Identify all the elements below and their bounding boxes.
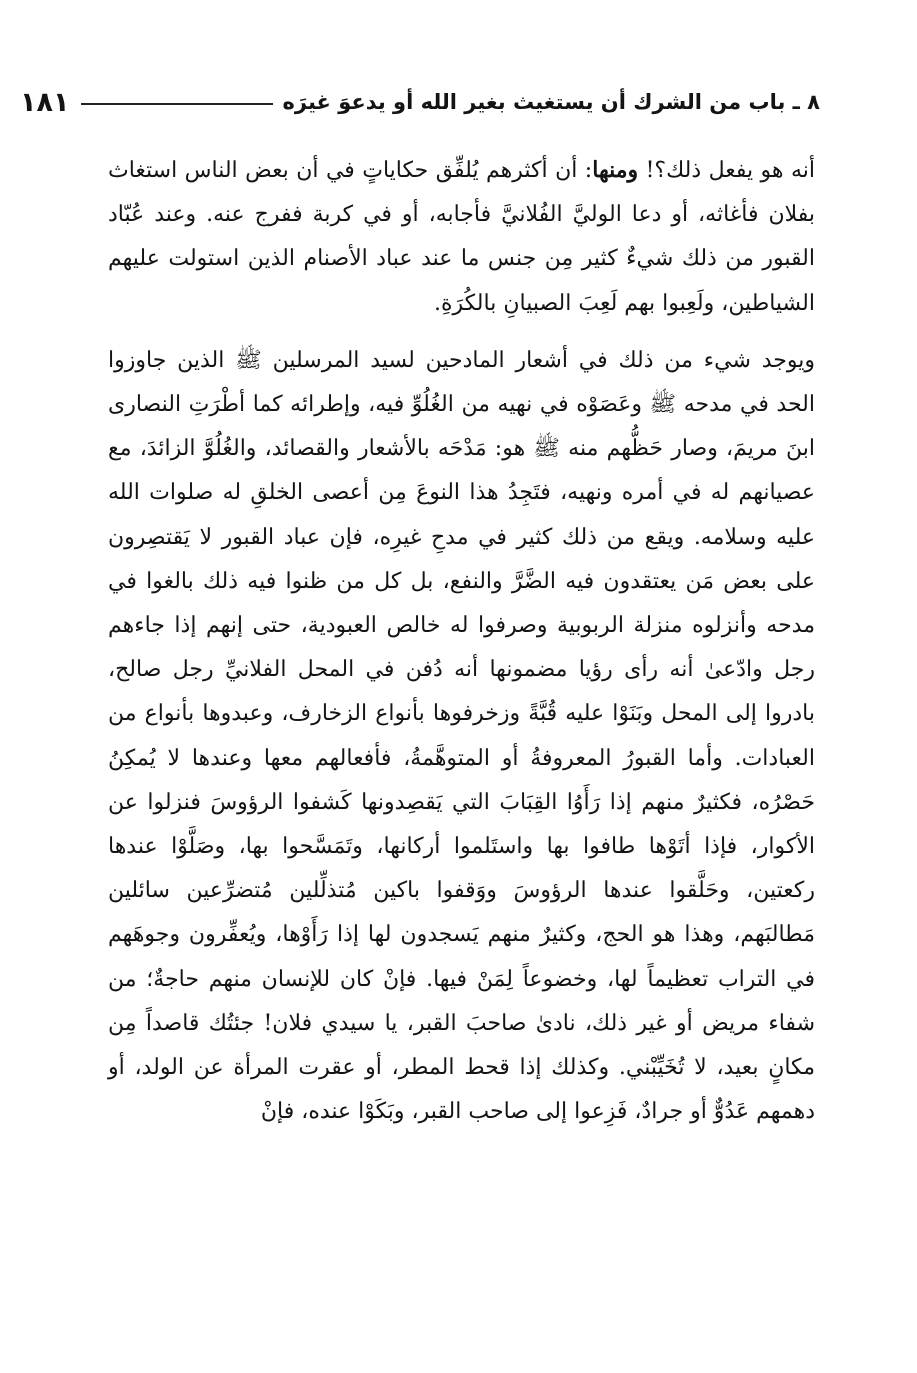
main-text — [108, 148, 815, 1134]
paragraph-2: ويوجد شيء من ذلك في أشعار المادحين لسيد المرسلين ﷺ الذين جاوزوا الحد في مدحه ﷺ وعَصَوْه في نهيه من الغُلُوِّ فيه، وإطرائه كما أطْرَتِ النصارى ابنَ مريمَ، وصار حَظُّهم منه ﷺ هو: مَدْحَه بالأشعار والقصائد، والغُلُوَّ الزائدَ، مع عصيانهم له في أمره ونهيه، فتَجِدُ هذا النوعَ مِن أعصى الخلقِ له صلوات الله عليه وسلامه. ويقع من ذلك كثير في مدحِ غيرِه، فإن عباد القبور لا يَقتصِرون على بعض مَن يعتقدون فيه الضَّرَّ والنفع، بل كل من ظنوا فيه ذلك بالغوا في مدحه وأنزلوه منزلة الربوبية وصرفوا له خالص العبودية، حتى إنهم إذا جاءهم رجل وادّعىٰ أنه رأى رؤيا مضمونها أنه دُفن في المحل الفلانيِّ رجل صالح، بادروا إلى المحل وبَنَوْا عليه قُبَّةً وزخرفوها بأنواع الزخارف، وعبدوها بأنواع من العبادات. وأما القبورُ المعروفةُ أو المتوهَّمةُ، فأفعالهم معها وعندها لا يُمكِنُ حَصْرُه، فكثيرٌ منهم إذا رَأَوُا القِبَابَ التي يَقصِدونها كَشفوا الرؤوسَ فنزلوا عن الأكوار، فإذا أتَوْها طافوا بها واستَلموا أركانها، وتَمَسَّحوا بها، وصَلَّوْا عندها ركعتين، وحَلَّقوا عندها الرؤوسَ ووَقفوا باكين مُتذلِّلين مُتضرِّعين سائلين مَطالبَهم، وهذا هو الحج، وكثيرٌ منهم يَسجدون لها إذا رَأَوْها، ويُعفِّرون وجوهَهم في التراب تعظيماً لها، وخضوعاً لِمَنْ فيها. فإنْ كان للإنسان منهم حاجةٌ؛ من شفاء مريض أو غير ذلك، نادىٰ صاحبَ القبر، يا سيدي فلان! جئتُك قاصداً مِن مكانٍ بعيد، لا تُخَيِّبْني. وكذلك إذا قحط المطر، أو عقرت المرأة عن الولد، أو دهمهم عَدُوٌّ أو جرادٌ، فَزِعوا إلى صاحب القبر، وبَكَوْا عنده، فإنْ — [108, 347, 816, 1125]
header-rule — [81, 103, 272, 105]
paragraph-1-keyword: ومنها — [592, 157, 639, 183]
running-head: ٨ ـ باب من الشرك أن يستغيث بغير الله أو يدعوَ غيرَه — [282, 90, 820, 114]
paragraph-1 — [108, 148, 815, 326]
paragraph-1-rest: : أن أكثرهم يُلفِّق حكاياتٍ في أن بعض الناس استغاث بفلان فأغاثه، أو دعا الوليَّ الفُلانيَّ فأجابه، أو في كربة ففرج عنه. وعند عُبّاد القبور من ذلك شيءٌ كثير مِن جنس ما عند عباد الأصنام الذين استولت عليهم الشياطين، ولَعِبوا بهم لَعِبَ الصبيانِ بالكُرَةِ. — [108, 158, 815, 316]
paragraph-1-start: أنه هو يفعل ذلك؟! — [638, 158, 815, 183]
page-number: ١٨١ — [20, 86, 70, 118]
page-header — [20, 84, 820, 120]
